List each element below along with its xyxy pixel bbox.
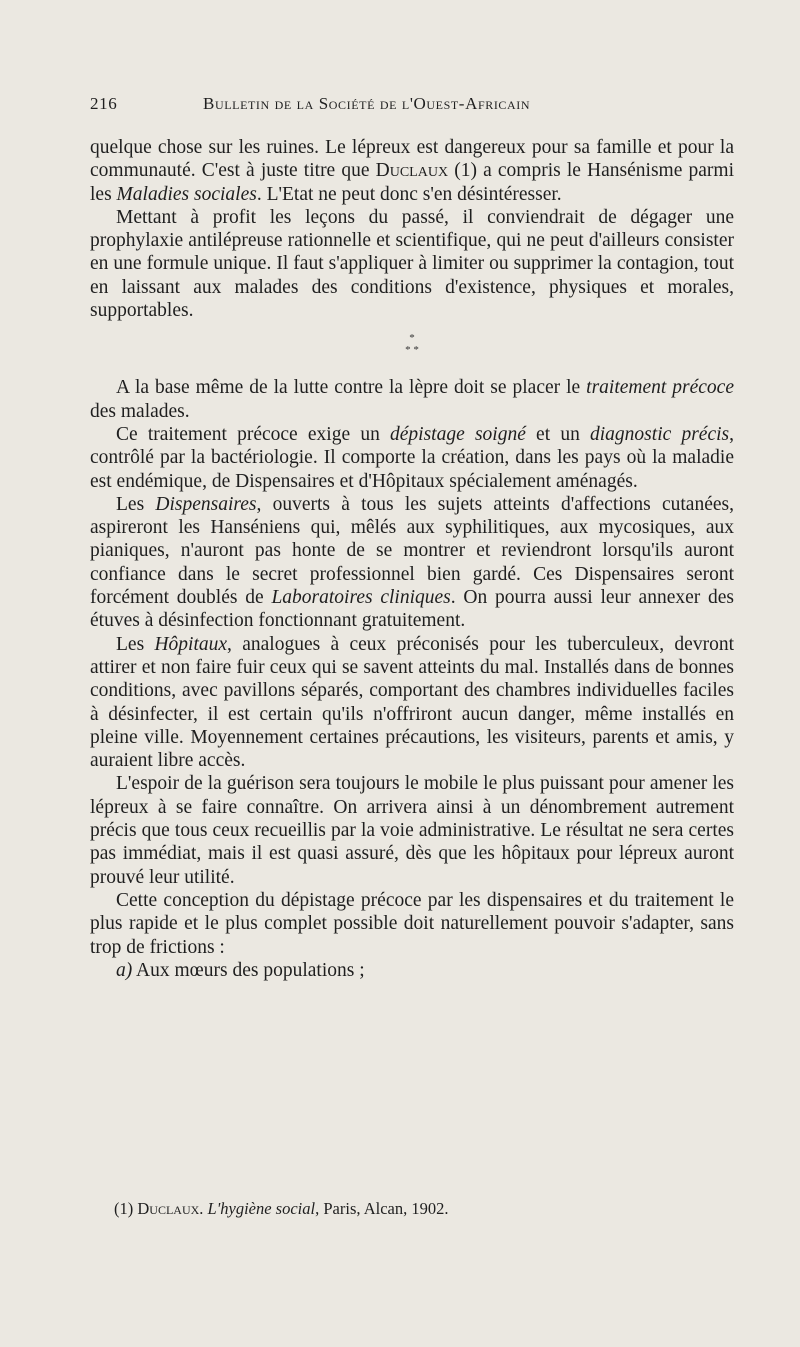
page-number: 216: [90, 94, 118, 113]
footnote: [114, 1199, 714, 1219]
emphasis: traitement précoce: [586, 377, 734, 399]
text: quelque chose sur les ruines. Le lépreux est dangereux pour sa famille et pour la communauté. C'est à juste titre que: [90, 137, 734, 182]
footnote-author: Duclaux: [137, 1199, 200, 1218]
emphasis: dépistage soigné: [390, 423, 526, 445]
paragraph-4: [90, 423, 734, 493]
author-name: Duclaux: [375, 160, 449, 182]
list-label: a): [116, 959, 133, 981]
emphasis: Hôpitaux: [154, 633, 228, 655]
text: , Paris, Alcan, 1902.: [315, 1199, 449, 1218]
body-text: [90, 136, 734, 982]
paragraph-7: L'espoir de la guérison sera toujours le mobile le plus puissant pour amener les lépreux à se faire connaître. On arrivera ainsi à un dénombrement autrement précis que tous ceux recueillis par la voie administrative. Le résultat ne sera certes pas immédiat, mais il est quasi assuré, dès que les hôpitaux pour lépreux auront prouvé leur utilité.: [90, 773, 734, 888]
emphasis: diagnostic précis: [590, 423, 730, 445]
text: , ouverts à tous les sujets atteints d'affections cutanées, aspireront les Hanséniens qui, mêlés aux syphilitiques, aux mycosiques, aux pianiques, n'auront pas honte de se montrer et reviendront lorsqu'ils auront confiance dans le secret professionnel bien gardé. Ces Dispensaires seront forcément doublés de: [90, 493, 734, 609]
paragraph-5: [90, 493, 734, 633]
paragraph-1: [90, 136, 734, 206]
emphasis: Maladies sociales: [116, 183, 257, 205]
section-break-asterism: [90, 332, 734, 356]
text: Les: [116, 493, 156, 515]
text: Aux mœurs des populations ;: [132, 959, 365, 981]
text: .: [199, 1199, 208, 1218]
footnote-title: L'hygiène social: [207, 1199, 316, 1218]
emphasis: Laboratoires cliniques: [271, 587, 451, 609]
text: Les: [116, 633, 155, 655]
running-header: [90, 94, 730, 116]
paragraph-8: Cette conception du dépistage précoce par les dispensaires et du traitement le plus rapide et le plus complet possible doit naturellement pouvoir s'adapter, sans trop de frictions :: [90, 889, 734, 958]
text: . L'Etat ne peut donc s'en désintéresser.: [256, 183, 562, 205]
text: , analogues à ceux préconisés pour les tuberculeux, devront attirer et non faire fuir ceux qui se savent atteints du mal. Installés dans de bonnes conditions, avec pavillons séparés, comportant des chambres individuelles faciles à désinfecter, il est certain qu'ils n'offriront aucun danger, même installés en pleine ville. Moyennement certaines précautions, les visiteurs, parents et amis, y auraient libre accès.: [90, 633, 734, 772]
asterism-bottom: * *: [405, 344, 419, 357]
text: (1) a compris le Hansénisme parmi les: [90, 160, 734, 205]
asterism-top: *: [409, 332, 415, 345]
text: . On pourra aussi leur annexer des étuves à désinfection fonctionnant gratuitement.: [90, 587, 735, 632]
paragraph-6: [90, 633, 734, 773]
text: Ce traitement précoce exige un: [116, 423, 391, 445]
footnote-marker: (1): [114, 1199, 138, 1218]
running-title: Bulletin de la Société de l'Ouest-Africain: [203, 94, 531, 113]
text: , contrôlé par la bactériologie. Il comporte la création, dans les pays où la maladie est endémique, de Dispensaires et d'Hôpitaux spécialement aménagés.: [90, 423, 734, 492]
text: A la base même de la lutte contre la lèpre doit se placer le: [116, 377, 587, 399]
paragraph-3: [90, 376, 734, 423]
paragraph-9: [90, 959, 734, 982]
emphasis: Dispensaires: [155, 493, 257, 515]
text: des malades.: [90, 400, 190, 422]
text: et un: [525, 423, 591, 445]
paragraph-2: Mettant à profit les leçons du passé, il conviendrait de dégager une prophylaxie antilépreuse rationnelle et scientifique, qui ne peut d'ailleurs consister en une formule unique. Il faut s'appliquer à limiter ou supprimer la contagion, tout en laissant aux malades des conditions d'existence, physiques et morales, supportables.: [90, 206, 734, 322]
